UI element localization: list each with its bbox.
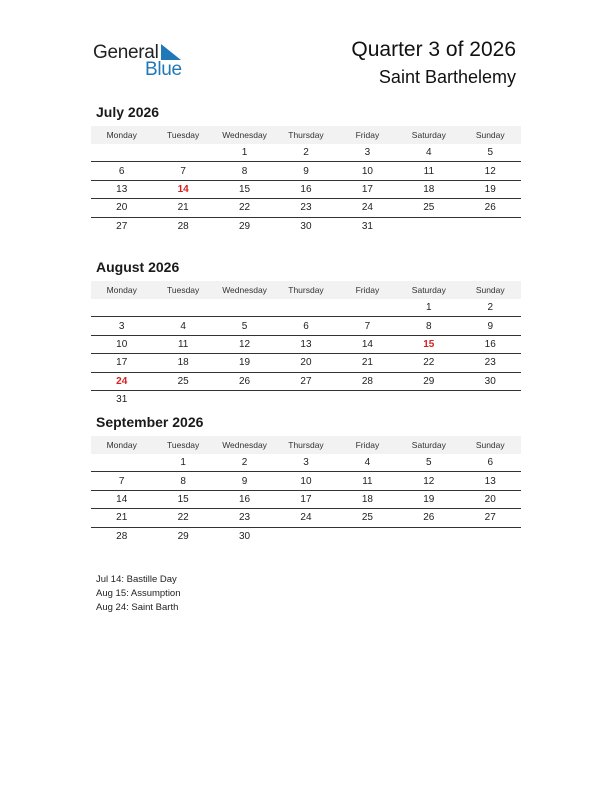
day-cell: 14 (361, 338, 373, 350)
day-cell: 5 (426, 457, 432, 469)
day-cell: 21 (116, 512, 128, 524)
day-cell: 14 (116, 493, 128, 505)
weekday-label: Monday (106, 440, 137, 450)
day-cell: 2 (241, 457, 248, 469)
day-cell: 12 (484, 165, 496, 177)
day-cell: 9 (487, 320, 494, 332)
day-cell: 3 (303, 457, 309, 469)
week-row (91, 391, 521, 408)
day-cell: 5 (487, 147, 494, 159)
day-cell: 29 (423, 375, 435, 387)
day-cell: 31 (116, 394, 128, 406)
weekday-label: Tuesday (166, 285, 200, 295)
month-weeks (91, 454, 521, 545)
week-row (91, 199, 521, 217)
day-cell: 31 (361, 220, 373, 232)
weekday-header (91, 281, 521, 299)
day-cell: 11 (423, 165, 435, 177)
day-cell: 10 (116, 338, 128, 350)
logo-triangle-icon (161, 44, 183, 60)
week-row (91, 472, 521, 490)
week-row (91, 491, 521, 509)
day-cell: 23 (238, 512, 251, 524)
day-cell: 13 (116, 183, 128, 195)
logo (93, 42, 193, 82)
weekday-label: Friday (355, 440, 380, 450)
week-row (91, 144, 521, 162)
day-cell: 9 (303, 165, 309, 177)
weekday-label: Monday (106, 285, 137, 295)
day-cell: 21 (177, 202, 189, 214)
day-cell: 24 (300, 512, 312, 524)
weekday-label: Sunday (475, 440, 505, 450)
day-cell: 15 (177, 493, 189, 505)
day-cell: 28 (361, 375, 373, 387)
day-cell: 24 (116, 375, 128, 387)
week-row (91, 454, 521, 472)
day-cell: 13 (300, 338, 312, 350)
day-cell: 27 (116, 220, 128, 232)
day-cell: 3 (118, 320, 125, 332)
day-cell: 18 (361, 493, 373, 505)
week-row (91, 509, 521, 527)
weekday-label: Monday (106, 130, 137, 140)
day-cell: 21 (361, 357, 373, 369)
day-cell: 30 (484, 375, 496, 387)
week-row (91, 181, 521, 199)
day-cell: 9 (241, 475, 248, 487)
day-cell: 30 (238, 530, 251, 542)
weekday-label: Tuesday (166, 440, 200, 450)
day-cell: 12 (423, 475, 435, 487)
week-row (91, 299, 521, 317)
day-cell: 6 (118, 165, 125, 177)
holiday-note: Aug 15: Assumption (96, 588, 181, 599)
day-cell: 7 (180, 165, 186, 177)
day-cell: 14 (177, 183, 189, 195)
day-cell: 25 (177, 375, 189, 387)
day-cell: 8 (426, 320, 432, 332)
weekday-label: Thursday (288, 285, 324, 295)
day-cell: 22 (423, 357, 435, 369)
day-cell: 25 (361, 512, 373, 524)
day-cell: 6 (303, 320, 309, 332)
day-cell: 23 (300, 202, 312, 214)
day-cell: 12 (238, 338, 251, 350)
day-cell: 13 (484, 475, 496, 487)
weekday-label: Saturday (411, 285, 446, 295)
day-cell: 15 (423, 338, 435, 350)
day-cell: 4 (364, 457, 371, 469)
day-cell: 6 (487, 457, 494, 469)
day-cell: 4 (180, 320, 186, 332)
day-cell: 26 (238, 375, 251, 387)
logo-blue-text: Blue (145, 59, 182, 80)
week-row (91, 218, 521, 235)
holiday-note: Aug 24: Saint Barth (96, 602, 179, 613)
weekday-label: Sunday (475, 130, 505, 140)
month-august (91, 259, 521, 408)
weekday-label: Friday (355, 130, 380, 140)
day-cell: 17 (361, 183, 373, 195)
month-weeks (91, 299, 521, 408)
day-cell: 20 (116, 202, 128, 214)
weekday-label: Wednesday (222, 130, 267, 140)
day-cell: 23 (484, 357, 496, 369)
day-cell: 3 (364, 147, 371, 159)
day-cell: 20 (300, 357, 312, 369)
day-cell: 1 (241, 147, 248, 159)
day-cell: 16 (300, 183, 312, 195)
page-subtitle: Saint Barthelemy (378, 67, 516, 87)
weekday-header (91, 436, 521, 454)
month-weeks (91, 144, 521, 235)
week-row (91, 317, 521, 335)
day-cell: 26 (423, 512, 435, 524)
day-cell: 19 (238, 357, 251, 369)
month-july (91, 104, 521, 235)
day-cell: 18 (423, 183, 435, 195)
day-cell: 18 (177, 357, 189, 369)
day-cell: 27 (300, 375, 312, 387)
day-cell: 26 (484, 202, 496, 214)
weekday-label: Wednesday (222, 285, 267, 295)
day-cell: 11 (177, 338, 189, 350)
day-cell: 16 (238, 493, 251, 505)
month-title: September 2026 (96, 414, 204, 430)
day-cell: 8 (241, 165, 248, 177)
weekday-label: Wednesday (222, 440, 267, 450)
month-september (91, 414, 521, 545)
day-cell: 28 (116, 530, 128, 542)
day-cell: 24 (361, 202, 373, 214)
day-cell: 4 (426, 147, 432, 159)
day-cell: 22 (177, 512, 189, 524)
day-cell: 2 (303, 147, 309, 159)
week-row (91, 336, 521, 354)
day-cell: 17 (300, 493, 312, 505)
day-cell: 10 (300, 475, 312, 487)
holiday-notes (96, 573, 181, 615)
week-row (91, 354, 521, 372)
day-cell: 30 (300, 220, 312, 232)
day-cell: 8 (180, 475, 186, 487)
day-cell: 25 (423, 202, 435, 214)
month-title: August 2026 (96, 259, 180, 275)
weekday-label: Thursday (288, 440, 324, 450)
weekday-label: Sunday (475, 285, 505, 295)
day-cell: 7 (364, 320, 371, 332)
day-cell: 20 (484, 493, 496, 505)
day-cell: 7 (118, 475, 125, 487)
day-cell: 16 (484, 338, 496, 350)
day-cell: 2 (487, 302, 494, 314)
day-cell: 1 (180, 457, 186, 469)
day-cell: 19 (423, 493, 435, 505)
week-row (91, 528, 521, 545)
day-cell: 27 (484, 512, 496, 524)
month-title: July 2026 (96, 104, 160, 120)
weekday-label: Friday (355, 285, 380, 295)
day-cell: 15 (238, 183, 251, 195)
weekday-label: Tuesday (166, 130, 200, 140)
logo-general-text: General (93, 42, 159, 63)
day-cell: 22 (238, 202, 251, 214)
day-cell: 29 (177, 530, 189, 542)
day-cell: 28 (177, 220, 189, 232)
weekday-header (91, 126, 521, 144)
page-title: Quarter 3 of 2026 (351, 38, 516, 61)
day-cell: 5 (241, 320, 248, 332)
weekday-label: Saturday (411, 440, 446, 450)
week-row (91, 373, 521, 391)
day-cell: 19 (484, 183, 496, 195)
weekday-label: Saturday (411, 130, 446, 140)
day-cell: 29 (238, 220, 251, 232)
day-cell: 17 (116, 357, 128, 369)
weekday-label: Thursday (288, 130, 324, 140)
holiday-note: Jul 14: Bastille Day (96, 574, 177, 585)
day-cell: 10 (361, 165, 373, 177)
day-cell: 1 (426, 302, 432, 314)
week-row (91, 162, 521, 180)
day-cell: 11 (362, 475, 373, 487)
